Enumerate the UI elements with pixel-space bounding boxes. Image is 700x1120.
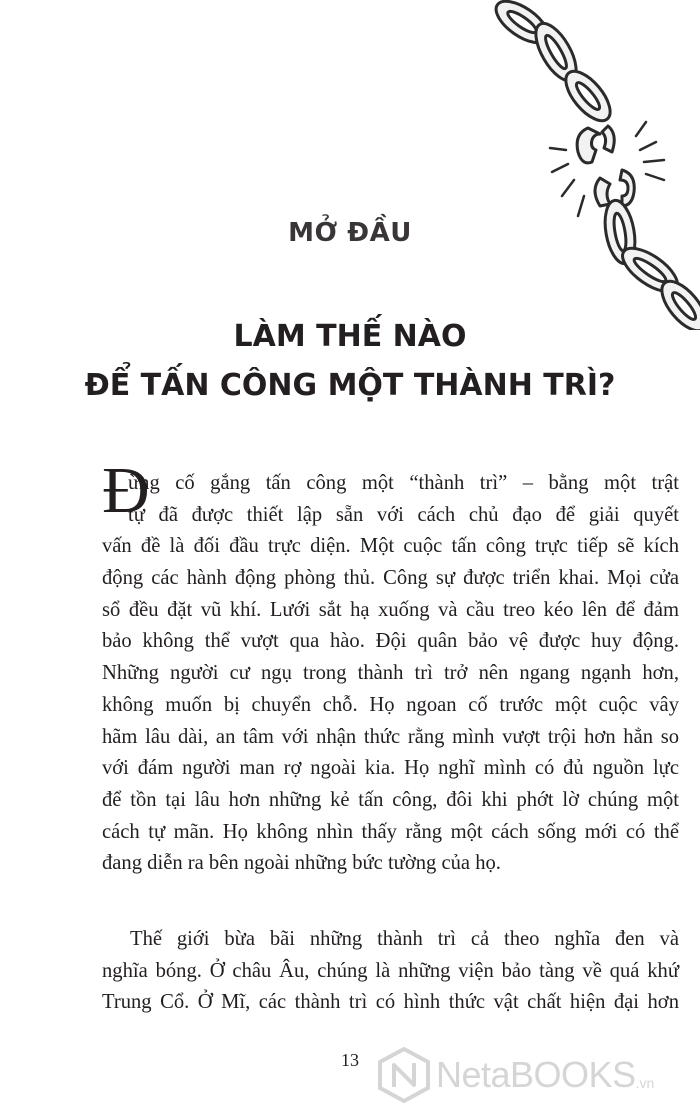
text-line: ừng cố gắng tấn công một “thành trì” – bằng một trật — [128, 472, 679, 494]
watermark — [378, 1045, 654, 1105]
chapter-title — [0, 312, 700, 410]
text-line: nghĩa bóng. Ở châu Âu, chúng là những viện bảo tàng về quá khứ — [102, 959, 679, 982]
text-line: vấn đề là đối đầu trực diện. Một cuộc tấn công trực tiếp sẽ kích — [102, 535, 679, 558]
paragraph-2 — [102, 924, 679, 1019]
text-line: Trung Cổ. Ở Mĩ, các thành trì có hình thức vật chất hiện đại hơn — [102, 991, 679, 1014]
text-line: hãm lâu dài, an tâm với nhận thức rằng mình vượt trội hơn hẳn so — [102, 725, 679, 748]
text-line: không muốn bị chuyển chỗ. Họ ngoan cố trước một cuộc vây — [102, 693, 679, 716]
netabooks-logo-icon — [378, 1047, 430, 1103]
text-line: động các hành động phòng thủ. Công sự được triển khai. Mọi cửa — [102, 567, 679, 590]
text-line: tự đã được thiết lập sẵn với cách chủ đạo để giải quyết — [128, 503, 679, 526]
text-line: Thế giới bừa bãi những thành trì cả theo nghĩa đen và — [130, 928, 679, 950]
text-line: sổ đều đặt vũ khí. Lưới sắt hạ xuống và cầu treo kéo lên để đảm — [102, 598, 679, 621]
text-line: với đám người man rợ ngoài kia. Họ nghĩ mình có đủ nguồn lực — [102, 757, 679, 780]
watermark-suffix: .vn — [635, 1075, 655, 1091]
page-number: 13 — [341, 1050, 359, 1070]
text-line: để tồn tại lâu hơn những kẻ tấn công, đôi khi phớt lờ chúng một — [102, 788, 679, 811]
paragraph-1 — [102, 468, 679, 880]
chapter-title-line-2: ĐỂ TẤN CÔNG MỘT THÀNH TRÌ? — [84, 368, 616, 403]
chapter-label: MỞ ĐẦU — [288, 218, 412, 248]
text-line: Những người cư ngụ trong thành trì trở nên ngang ngạnh hơn, — [102, 662, 679, 685]
watermark-text: NetaBOOKS — [436, 1054, 636, 1095]
text-line: cách tự mãn. Họ không nhìn thấy rằng một cách sống mới có thể — [102, 820, 679, 843]
text-line: đang diễn ra bên ngoài những bức tường của họ. — [102, 852, 501, 875]
drop-cap: Đ — [102, 454, 150, 527]
broken-chain-icon — [470, 0, 700, 330]
text-line: bảo không thể vượt qua hào. Đội quân bảo vệ được huy động. — [102, 630, 679, 653]
chapter-title-line-1: LÀM THẾ NÀO — [233, 319, 467, 354]
